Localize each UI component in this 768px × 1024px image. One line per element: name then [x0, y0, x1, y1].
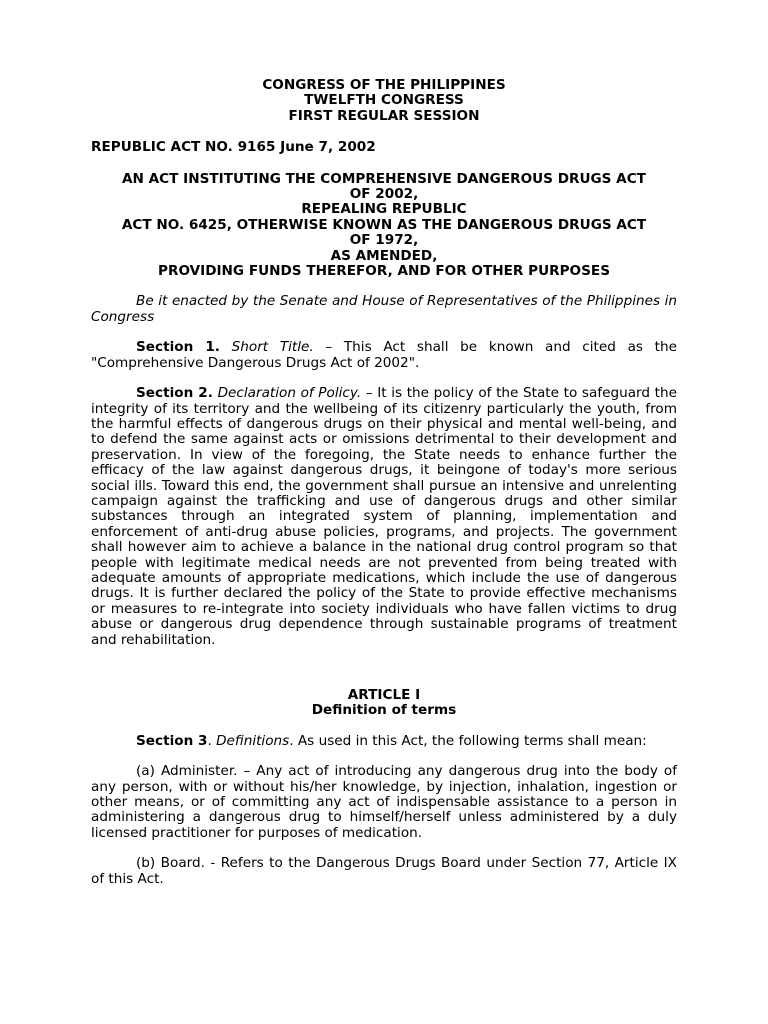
act-number: REPUBLIC ACT NO. 9165 June 7, 2002	[91, 139, 376, 156]
act-title-line: OF 2002,	[349, 186, 419, 203]
enacting-clause: Be it enacted by the Senate and House of Representatives of the Philippines in Congress	[91, 293, 677, 325]
section-3-label: Section 3	[136, 732, 208, 749]
header-congress-number: TWELFTH CONGRESS	[304, 92, 464, 109]
section-1-heading: Short Title.	[231, 339, 314, 356]
act-title-line: AN ACT INSTITUTING THE COMPREHENSIVE DANGEROUS DRUGS ACT	[122, 170, 646, 187]
document-header	[91, 78, 677, 124]
article-subtitle: Definition of terms	[311, 702, 457, 719]
section-2-text: – It is the policy of the State to safeguard the integrity of its territory and the wellbeing of its citizenry particularly the youth, from the harmful effects of dangerous drugs on their physical and mental well-being, and to defend the same against acts or omissions detrimental to their development and preservation. In view of the foregoing, the State needs to enhance further the efficacy of the law against dangerous drugs, it beingone of today's more serious social ills. Toward this end, the government shall pursue an intensive and unrelenting campaign against the trafficking and use of dangerous drugs and other similar substances through an integrated system of planning, implementation and enforcement of anti-drug abuse policies, programs, and projects. The government shall however aim to achieve a balance in the national drug control program so that people with legitimate medical needs are not prevented from being treated with adequate amounts of appropriate medications, which include the use of dangerous drugs. It is further declared the policy of the State to provide effective mechanisms or measures to re-integrate into society individuals who have fallen victims to drug abuse or dangerous drug dependence through sustainable programs of treatment and rehabilitation.	[91, 385, 677, 648]
section-1-text: – This Act shall be known and cited as the "Comprehensive Dangerous Drugs Act of 2002".	[91, 339, 677, 371]
article-heading	[91, 688, 677, 719]
section-2-heading: Declaration of Policy.	[217, 385, 362, 402]
section-1	[91, 340, 677, 371]
section-2-label: Section 2.	[136, 385, 213, 402]
article-title: ARTICLE I	[347, 687, 421, 703]
header-session: FIRST REGULAR SESSION	[288, 107, 480, 124]
section-2	[91, 386, 677, 648]
section-3-sep: .	[207, 732, 217, 749]
act-title-line: AS AMENDED,	[330, 247, 438, 264]
section-1-label: Section 1.	[136, 339, 220, 356]
header-congress: CONGRESS OF THE PHILIPPINES	[262, 77, 506, 93]
act-title-line: REPEALING REPUBLIC	[301, 201, 467, 218]
document-page	[91, 78, 677, 887]
section-3-text: . As used in this Act, the following terms shall mean:	[289, 732, 647, 749]
act-title-line: OF 1972,	[349, 232, 419, 249]
act-title-line: ACT NO. 6425, OTHERWISE KNOWN AS THE DANGEROUS DRUGS ACT	[121, 216, 647, 233]
section-3-heading: Definitions	[216, 732, 290, 749]
definition-item: (a) Administer. – Any act of introducing any dangerous drug into the body of any person, with or without his/her knowledge, by injection, inhalation, ingestion or other means, or of committing any act of indispensable assistance to a person in administering a dangerous drug to himself/herself unless administered by a duly licensed practitioner for purposes of medication.	[91, 763, 677, 841]
act-title-line: PROVIDING FUNDS THEREFOR, AND FOR OTHER PURPOSES	[158, 263, 610, 280]
section-3	[91, 734, 677, 749]
definition-item: (b) Board. - Refers to the Dangerous Drugs Board under Section 77, Article IX of this Act.	[91, 855, 677, 887]
act-title	[91, 172, 677, 280]
